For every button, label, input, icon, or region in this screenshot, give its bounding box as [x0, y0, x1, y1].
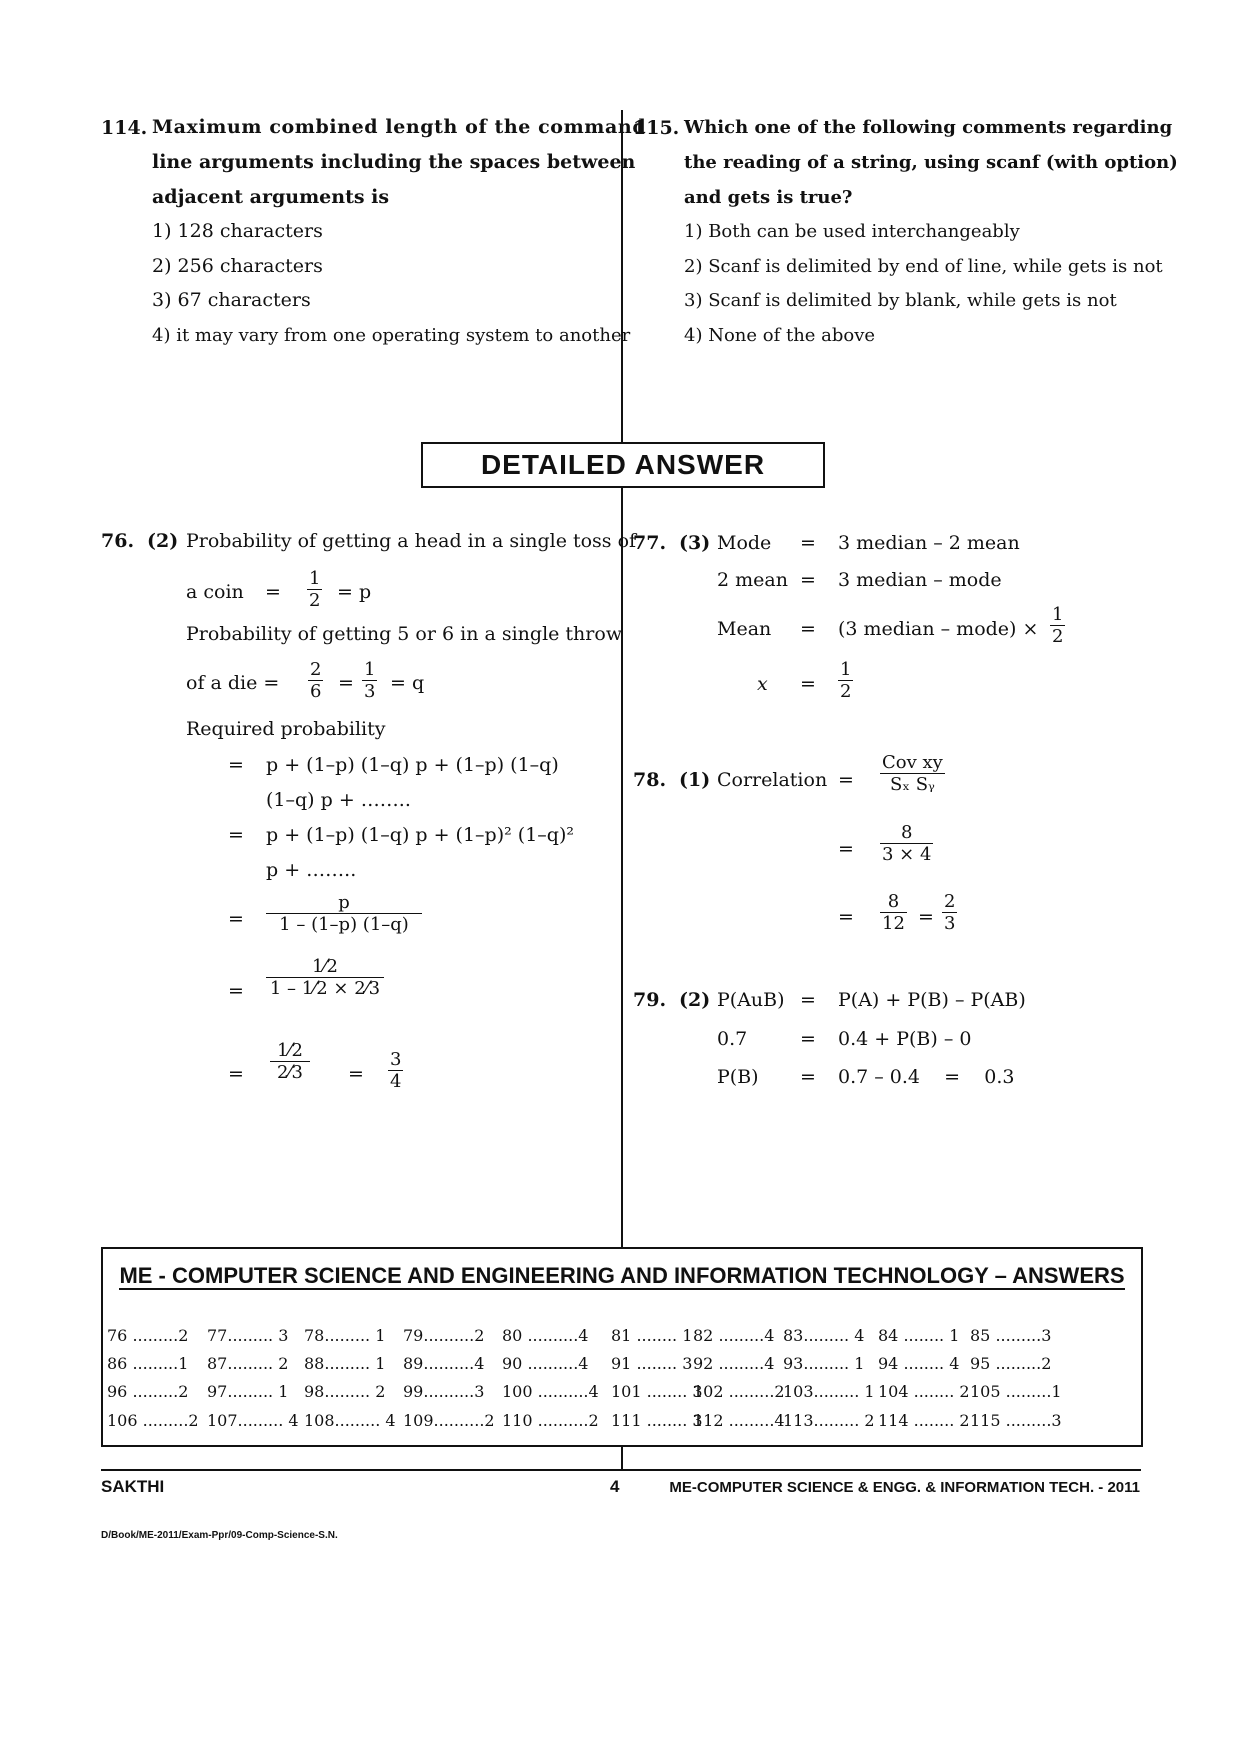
numerator: 2: [944, 891, 956, 912]
row-value: 3 median – 2 mean: [838, 532, 1020, 554]
row-label: Mode: [717, 532, 772, 554]
answer-key-cell: 81 ........ 1: [611, 1326, 693, 1345]
footer-title: ME-COMPUTER SCIENCE & ENGG. & INFORMATION TECH. - 2011: [669, 1479, 1140, 1496]
equals-sign: =: [348, 1063, 364, 1085]
question-number: 114.: [101, 117, 148, 139]
answer-key-cell: 77......... 3: [207, 1326, 289, 1345]
row-label: P(AuB): [717, 989, 785, 1011]
answer-choice: (3): [679, 532, 711, 554]
denominator: Sₓ Sᵧ: [880, 773, 945, 795]
question-text: [684, 110, 1178, 215]
answer-key-cell: 88......... 1: [304, 1354, 386, 1373]
footer-rule: [101, 1469, 1141, 1471]
equals-sign: =: [838, 769, 854, 791]
question-number: 115.: [633, 117, 680, 139]
fraction: [362, 659, 377, 702]
equals-sign: =: [265, 581, 281, 603]
fraction: [308, 659, 323, 702]
answer-key-cell: 79..........2: [403, 1326, 485, 1345]
answer-key-cell: 78......... 1: [304, 1326, 386, 1345]
denominator: 12: [882, 913, 905, 934]
page-number: 4: [610, 1477, 620, 1496]
equals-sign: =: [800, 618, 816, 640]
numerator: 8: [887, 891, 900, 912]
answer-key-cell: 92 .........4: [693, 1354, 775, 1373]
equals-sign: =: [800, 989, 816, 1011]
option-2: 2) Scanf is delimited by end of line, while gets is not: [684, 256, 1163, 277]
numerator: 1: [364, 659, 376, 680]
fraction: [270, 1040, 310, 1083]
numerator: 3: [390, 1049, 402, 1070]
denominator: 2⁄3: [270, 1061, 310, 1083]
answer-key-cell: 109..........2: [403, 1411, 495, 1430]
p-label: = p: [337, 581, 372, 603]
answer-key-cell: 108......... 4: [304, 1411, 396, 1430]
equals-sign: =: [838, 906, 854, 928]
fraction: [266, 956, 384, 999]
equals-sign: =: [228, 824, 244, 846]
die-label: of a die =: [186, 672, 280, 694]
denominator: 4: [390, 1071, 402, 1092]
denominator: 3: [364, 681, 376, 702]
answer-key-cell: 94 ........ 4: [878, 1354, 960, 1373]
answer-key-cell: 110 ..........2: [502, 1411, 599, 1430]
answer-key-cell: 82 .........4: [693, 1326, 775, 1345]
row-label: 0.7: [717, 1028, 748, 1050]
answer-key-cell: 97......... 1: [207, 1382, 289, 1401]
fraction: [1050, 604, 1065, 647]
equals-sign: =: [228, 908, 244, 930]
denominator: 2: [840, 681, 852, 702]
answer-key-cell: 106 .........2: [107, 1411, 199, 1430]
answer-key-cell: 98......... 2: [304, 1382, 386, 1401]
answer-key-cell: 104 ........ 2: [878, 1382, 970, 1401]
answer-key-cell: 102 .........2: [693, 1382, 785, 1401]
answer-number: 79.: [633, 989, 667, 1011]
answer-key-cell: 83......... 4: [783, 1326, 865, 1345]
denominator: 1 – 1⁄2 × 2⁄3: [266, 977, 384, 999]
denominator: 2: [309, 590, 321, 611]
answer-key-cell: 101 ........ 3: [611, 1382, 703, 1401]
question-line: line arguments including the spaces between: [152, 151, 636, 173]
answer-key-cell: 112 .........4: [693, 1411, 785, 1430]
answer-key-cell: 99..........3: [403, 1382, 485, 1401]
row-label: x: [757, 673, 768, 695]
fraction: [266, 892, 422, 935]
numerator: 1: [840, 659, 852, 680]
denominator: 3 × 4: [882, 844, 932, 865]
coin-label: a coin: [186, 581, 244, 603]
question-line: adjacent arguments is: [152, 186, 390, 208]
option-1: 1) 128 characters: [152, 220, 323, 242]
answer-key-title-text: ME - COMPUTER SCIENCE AND ENGINEERING AND INFORMATION TECHNOLOGY – ANSWERS: [119, 1263, 1125, 1288]
answer-number: 76.: [101, 530, 135, 552]
fraction: [307, 568, 322, 611]
answer-key-cell: 89..........4: [403, 1354, 485, 1373]
answer-line: Probability of getting 5 or 6 in a single throw: [186, 623, 623, 645]
question-line: Maximum combined length of the command: [152, 116, 647, 138]
fraction: [388, 1049, 403, 1092]
answer-key-cell: 84 ........ 1: [878, 1326, 960, 1345]
denominator: 3: [944, 913, 956, 934]
row-label: 2 mean: [717, 569, 788, 591]
fraction: [880, 891, 907, 934]
column-divider-bottom: [621, 1445, 623, 1469]
answer-key-cell: 86 .........1: [107, 1354, 189, 1373]
answer-key-cell: 93......... 1: [783, 1354, 865, 1373]
equals-sign: =: [228, 754, 244, 776]
answer-key-cell: 90 ..........4: [502, 1354, 589, 1373]
fraction: [838, 659, 853, 702]
numerator: 1⁄2: [312, 956, 338, 977]
fraction: [880, 822, 933, 865]
numerator: 1: [1052, 604, 1064, 625]
row-value: P(A) + P(B) – P(AB): [838, 989, 1026, 1011]
file-path: D/Book/ME-2011/Exam-Ppr/09-Comp-Science-S.N.: [101, 1530, 338, 1541]
footer-publisher: SAKTHI: [101, 1477, 165, 1496]
step-1-line-2: (1–q) p + ……..: [266, 789, 411, 811]
option-4: 4) None of the above: [684, 325, 876, 346]
required-probability-label: Required probability: [186, 718, 386, 740]
step-2-line-1: p + (1–p) (1–q) p + (1–p)² (1–q)²: [266, 824, 574, 846]
answer-number: 77.: [633, 532, 667, 554]
row-label: Mean: [717, 618, 772, 640]
answer-key-cell: 107......... 4: [207, 1411, 299, 1430]
answer-key-cell: 80 ..........4: [502, 1326, 589, 1345]
answer-key-cell: 111 ........ 3: [611, 1411, 703, 1430]
numerator: 1: [309, 568, 321, 589]
option-3: 3) 67 characters: [152, 289, 311, 311]
correlation-label: Correlation: [717, 769, 828, 791]
answer-key-cell: 105 .........1: [970, 1382, 1062, 1401]
denominator: 1 – (1–p) (1–q): [266, 913, 422, 935]
question-text: [152, 110, 646, 215]
equals-sign: =: [800, 1028, 816, 1050]
equals-sign: =: [800, 673, 816, 695]
numerator: 2: [310, 659, 322, 680]
answer-key-cell: 85 .........3: [970, 1326, 1052, 1345]
answer-key-cell: 96 .........2: [107, 1382, 189, 1401]
fraction: [942, 891, 957, 934]
step-1-line-1: p + (1–p) (1–q) p + (1–p) (1–q): [266, 754, 559, 776]
detailed-answer-heading: [421, 442, 825, 488]
option-2: 2) 256 characters: [152, 255, 323, 277]
answer-key-cell: 95 .........2: [970, 1354, 1052, 1373]
denominator: 6: [310, 681, 322, 702]
answer-key-cell: 91 ........ 3: [611, 1354, 693, 1373]
row-value: 0.7 – 0.4 = 0.3: [838, 1066, 1015, 1088]
row-value: 0.4 + P(B) – 0: [838, 1028, 972, 1050]
question-line: Which one of the following comments regarding: [684, 117, 1173, 138]
numerator: 8: [900, 822, 913, 843]
heading-text: DETAILED ANSWER: [480, 449, 766, 480]
option-1: 1) Both can be used interchangeably: [684, 221, 1020, 242]
answer-key-cell: 87......... 2: [207, 1354, 289, 1373]
equals-sign: =: [800, 532, 816, 554]
row-label: P(B): [717, 1066, 759, 1088]
step-2-line-2: p + ……..: [266, 859, 357, 881]
answer-choice: (2): [147, 530, 179, 552]
question-line: the reading of a string, using scanf (with option): [684, 152, 1178, 173]
option-4: 4) it may vary from one operating system to another: [152, 325, 631, 346]
equals-sign: =: [918, 906, 934, 928]
equals-sign: =: [800, 569, 816, 591]
option-3: 3) Scanf is delimited by blank, while gets is not: [684, 290, 1117, 311]
numerator: p: [338, 892, 350, 913]
column-divider-middle: [621, 486, 623, 1247]
numerator: 1⁄2: [277, 1040, 303, 1061]
numerator: Cov xy: [882, 752, 943, 773]
question-line: and gets is true?: [684, 187, 853, 208]
answer-key-cell: 114 ........ 2: [878, 1411, 970, 1430]
answer-key-box: [101, 1247, 1143, 1447]
answer-key-cell: 113......... 2: [783, 1411, 875, 1430]
answer-key-title: [103, 1263, 1141, 1289]
row-value: (3 median – mode) ×: [838, 618, 1039, 640]
answer-line: Probability of getting a head in a single toss of: [186, 530, 637, 552]
answer-key-cell: 103......... 1: [783, 1382, 875, 1401]
answer-number: 78.: [633, 769, 667, 791]
answer-key-cell: 100 ..........4: [502, 1382, 599, 1401]
fraction: [880, 752, 945, 795]
answer-choice: (1): [679, 769, 711, 791]
answer-key-cell: 115 .........3: [970, 1411, 1062, 1430]
equals-sign: =: [338, 672, 354, 694]
denominator: 2: [1052, 626, 1064, 647]
answer-choice: (2): [679, 989, 711, 1011]
equals-sign: =: [800, 1066, 816, 1088]
answer-key-cell: 76 .........2: [107, 1326, 189, 1345]
q-label: = q: [390, 672, 425, 694]
equals-sign: =: [228, 980, 244, 1002]
equals-sign: =: [838, 838, 854, 860]
equals-sign: =: [228, 1063, 244, 1085]
row-value: 3 median – mode: [838, 569, 1002, 591]
